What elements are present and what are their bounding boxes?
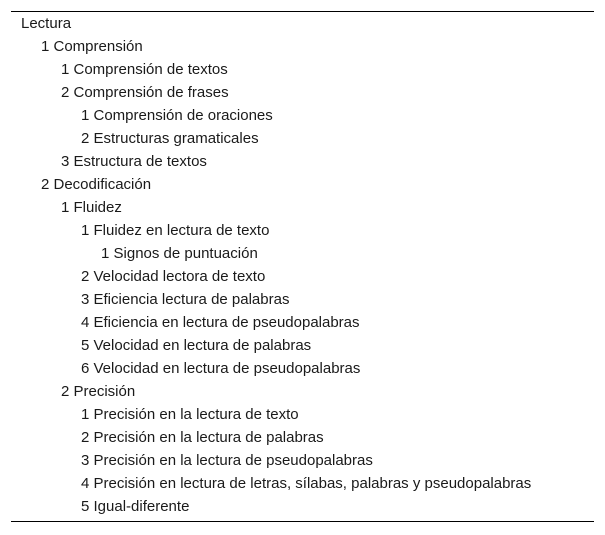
outline-item: 3 Estructura de textos: [61, 153, 207, 170]
outline-item: 5 Igual-diferente: [81, 498, 190, 515]
outline-item: 2 Velocidad lectora de texto: [81, 268, 266, 285]
reading-skills-outline: [11, 11, 594, 522]
outline-item: 1 Fluidez en lectura de texto: [81, 222, 270, 239]
outline-item: 1 Comprensión de oraciones: [81, 107, 273, 124]
outline-item: 1 Precisión en la lectura de texto: [81, 406, 299, 423]
outline-item: 2 Precisión en la lectura de palabras: [81, 429, 324, 446]
outline-item: 5 Velocidad en lectura de palabras: [81, 337, 312, 354]
outline-root: Lectura: [21, 15, 72, 32]
outline-item: 1 Comprensión de textos: [61, 61, 228, 78]
outline-item: 1 Fluidez: [61, 199, 122, 216]
outline-item: 2 Precisión: [61, 383, 136, 400]
outline-item: 1 Signos de puntuación: [101, 245, 258, 262]
outline-item: 6 Velocidad en lectura de pseudopalabras: [81, 360, 361, 377]
outline-item: 1 Comprensión: [41, 38, 143, 55]
outline-item: 2 Comprensión de frases: [61, 84, 229, 101]
outline-tree: [21, 12, 531, 518]
outline-item: 4 Eficiencia en lectura de pseudopalabras: [81, 314, 360, 331]
outline-item: 4 Precisión en lectura de letras, sílabas, palabras y pseudopalabras: [81, 475, 532, 492]
outline-item: 3 Precisión en la lectura de pseudopalabras: [81, 452, 373, 469]
outline-item: 2 Decodificación: [41, 176, 152, 193]
outline-item: 2 Estructuras gramaticales: [81, 130, 259, 147]
outline-item: 3 Eficiencia lectura de palabras: [81, 291, 290, 308]
